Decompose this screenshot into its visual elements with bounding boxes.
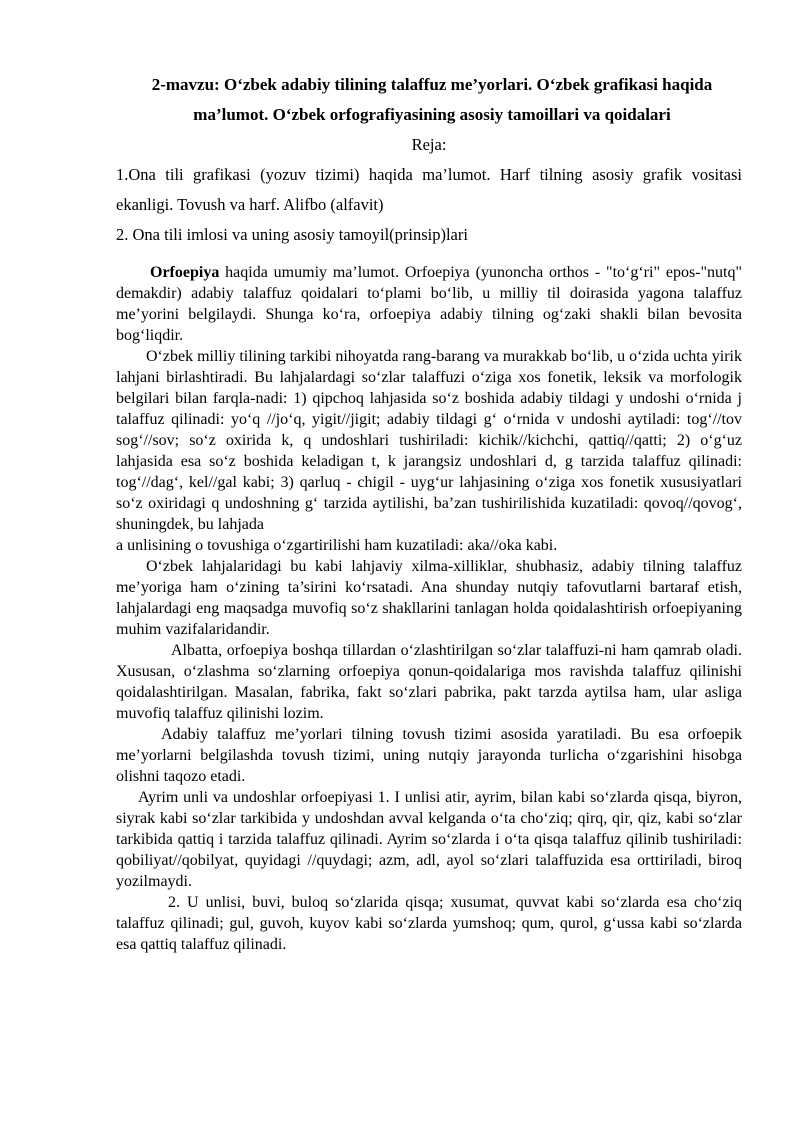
paragraph-sound-system: Adabiy talaffuz me’yorlari tilning tovush tizimi asosida yaratiladi. Bu esa orfoepik me’yorlarni belgilashda tovush tizimi, uning nutqiy jarayonda turlicha o‘zgarishini hisobga olishni taqozo etadi. bbox=[116, 726, 742, 785]
document-page bbox=[116, 70, 742, 955]
plan-item-2: 2. Ona tili imlosi va uning asosiy tamoyil(prinsip)lari bbox=[116, 225, 468, 244]
plan-heading: Reja: bbox=[411, 135, 447, 154]
title-line-1: 2-mavzu: O‘zbek adabiy tilining talaffuz me’yorlari. O‘zbek grafikasi haqida bbox=[151, 75, 713, 94]
paragraph-dialects-tail: a unlisining o tovushiga o‘zgartirilishi ham kuzatiladi: aka//oka kabi. bbox=[116, 537, 558, 554]
paragraph-dialects: O‘zbek milliy tilining tarkibi nihoyatda rang-barang va murakkab bo‘lib, u o‘zida uchta yirik lahjani birlashtiradi. Bu lahjalardagi so‘zlar talaffuzi o‘ziga xos fonetik, leksik va morfologik belgilari bilan farqla-nadi: 1) qipchoq lahjasida so‘z boshida adabiy tildagi y undoshi o‘rnida j talaffuz qilinadi: yo‘q //jo‘q, yigit//jigit; adabiy tildagi g‘ o‘rnida v undoshi aytiladi: tog‘//tov sog‘//sov; so‘z oxirida k, q undoshlari tushiriladi: kichik//kichchi, qattiq//qatti; 2) o‘g‘uz lahjasida esa so‘z boshida keladigan t, k jarangsiz undoshlari d, g tarzida talaffuz qilinadi: tog‘//dag‘, kel//gal kabi; 3) qarluq - chigil - uyg‘ur lahjasining o‘ziga xos fonetik xususiyatlari so‘z oxiridagi q undoshning g‘ tarzida aytilishi, ba’zan tushirilishida kuzatiladi: qovoq//qovog‘, shuningdek, bu lahjada bbox=[116, 348, 742, 533]
paragraph-vowel-i: Ayrim unli va undoshlar orfoepiyasi 1. I unlisi atir, ayrim, bilan kabi so‘zlarda qisqa, biyron, siyrak kabi so‘zlar tarkibida y undoshdan avval kelganda o‘ta cho‘ziq; qirq, qir, qiz, kabi so‘zlar tarkibida qattiq i tarzida talaffuz qilinadi. Ayrim so‘zlarda i o‘ta qisqa talaffuz qilinib tushiriladi: qobiliyat//qobilyat, quyidagi //quydagi; azm, adl, ayol so‘zlari talaffuzida esa orttiriladi, biroq yozilmaydi. bbox=[116, 789, 742, 890]
paragraph-vowel-u: 2. U unlisi, buvi, buloq so‘zlarida qisqa; xusumat, quvvat kabi so‘zlarda esa cho‘ziq talaffuz qilinadi; gul, guvoh, kuyov kabi so‘zlarda yumshoq; qum, qurol, g‘ussa kabi so‘zlarda esa qattiq talaffuz qilinadi. bbox=[116, 894, 742, 953]
paragraph-orfoepiya-text: haqida umumiy ma’lumot. Orfoepiya (yunoncha orthos - "to‘g‘ri" epos-"nutq" demakdir) adabiy talaffuz qoidalari to‘plami bo‘lib, u milliy til doirasida yagona talaffuz me’yorini belgilaydi. Shunga ko‘ra, orfoepiya adabiy tilning og‘zaki shakli bilan bevosita bog‘liqdir. bbox=[116, 264, 742, 344]
body-text bbox=[116, 262, 742, 955]
plan-item-1: 1.Ona tili grafikasi (yozuv tizimi) haqida ma’lumot. Harf tilning asosiy grafik vositasi ekanligi. Tovush va harf. Alifbo (alfavit) bbox=[116, 165, 742, 214]
title-line-2: ma’lumot. O‘zbek orfografiyasining asosiy tamoillari va qoidalari bbox=[193, 105, 671, 124]
term-orfoepiya: Orfoepiya bbox=[150, 264, 220, 281]
document-title bbox=[116, 70, 742, 130]
paragraph-dialect-variety: O‘zbek lahjalaridagi bu kabi lahjaviy xilma-xilliklar, shubhasiz, adabiy tilning talaffuz me’yoriga ham o‘zining ta’sirini ko‘rsatadi. Ana shunday nutqiy tafovutlarni bartaraf etish, lahjalardagi eng maqsadga muvofiq so‘z shakllarini tanlagan holda qoidalashtirish orfoepiyaning muhim vazifalaridandir. bbox=[116, 558, 742, 638]
paragraph-borrowed-words: Albatta, orfoepiya boshqa tillardan o‘zlashtirilgan so‘zlar talaffuzi-ni ham qamrab oladi. Xususan, o‘zlashma so‘zlarning orfoepiya qonun-qoidalariga mos ravishda talaffuz qilinishi qoidalashtirilgan. Masalan, fabrika, fakt so‘zlari pabrika, pakt tarzda aytilsa ham, ular asliga muvofiq talaffuz qilinishi lozim. bbox=[116, 642, 742, 722]
paragraph-orfoepiya bbox=[116, 262, 742, 346]
